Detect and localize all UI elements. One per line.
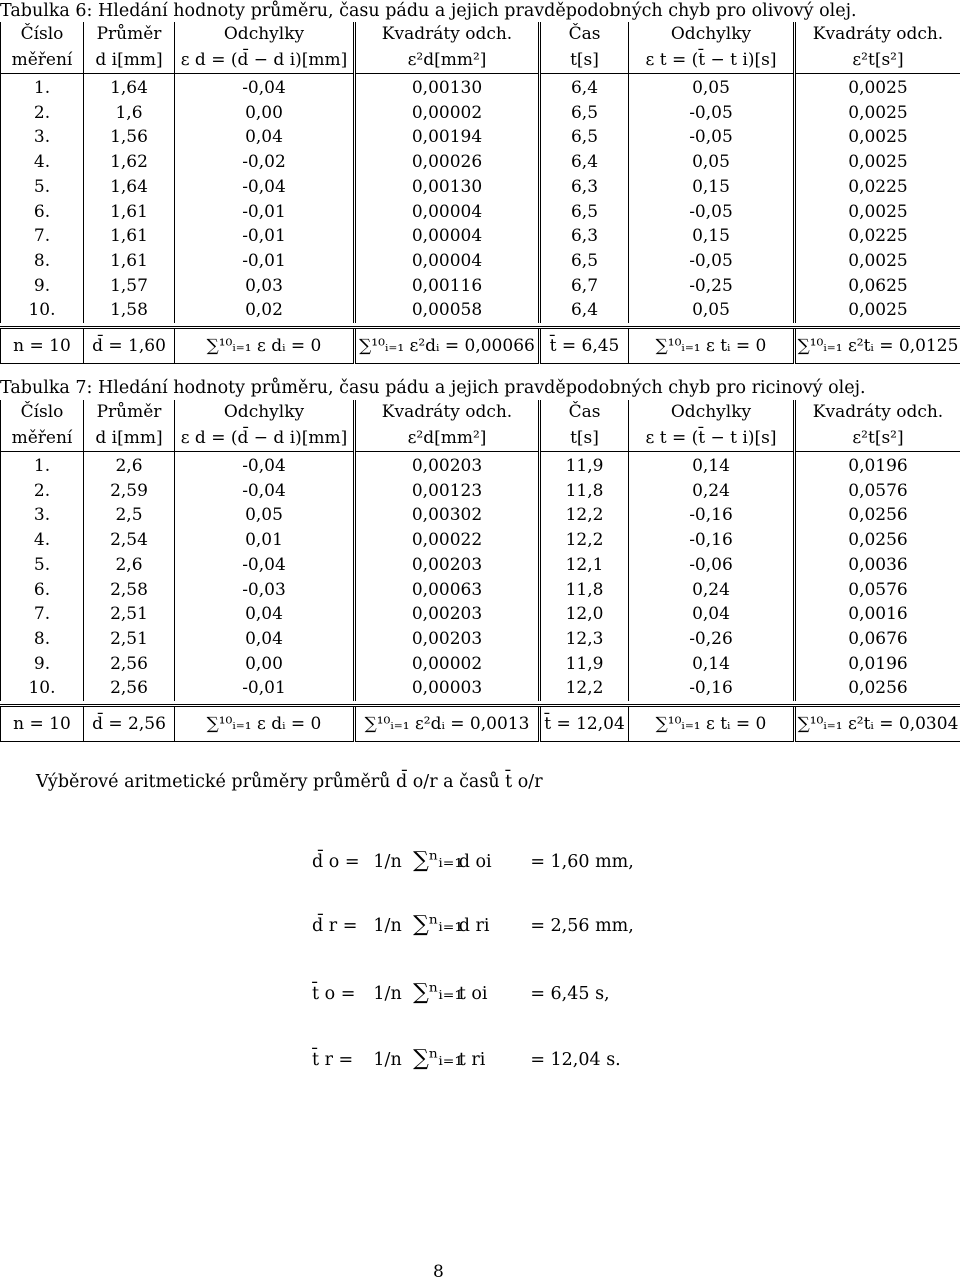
- equation-d-r: [312, 912, 634, 937]
- column-header: t[s]: [540, 47, 629, 74]
- column-header: Odchylky: [629, 22, 795, 47]
- table-cell: 0,00026: [355, 150, 540, 175]
- column-header: Kvadráty odch.: [355, 400, 540, 425]
- table-cell: 0,00203: [355, 627, 540, 652]
- eq-sum-symbol: ∑ⁿᵢ₌₁: [413, 1046, 453, 1071]
- table-cell: -0,04: [175, 553, 355, 578]
- table-row: [1, 175, 960, 200]
- table-cell: 2,6: [84, 452, 175, 479]
- table-cell: 0,0025: [795, 150, 960, 175]
- table-cell: 0,15: [629, 175, 795, 200]
- table-cell: 0,00203: [355, 553, 540, 578]
- table-cell: 0,03: [175, 274, 355, 299]
- eq-sum-symbol: ∑ⁿᵢ₌₁: [413, 848, 453, 873]
- table-cell: 6,5: [540, 125, 629, 150]
- equation-t-o: [312, 980, 610, 1005]
- table-row: [1, 274, 960, 299]
- table-cell: -0,05: [629, 101, 795, 126]
- table-cell: 0,00002: [355, 101, 540, 126]
- eq-fraction: 1/n: [368, 852, 408, 872]
- table-cell: 0,00063: [355, 578, 540, 603]
- summary-cell: n = 10: [1, 328, 84, 364]
- summary-cell: d̄ = 2,56: [84, 706, 175, 742]
- table-cell: 6,5: [540, 200, 629, 225]
- table-cell: 7.: [1, 224, 84, 249]
- summary-cell: ∑¹⁰ᵢ₌₁ ε²tᵢ = 0,0125: [795, 328, 960, 364]
- column-header: Odchylky: [629, 400, 795, 425]
- table-cell: 2,51: [84, 602, 175, 627]
- table-cell: 3.: [1, 125, 84, 150]
- table-cell: 0,0256: [795, 676, 960, 701]
- column-header: ε t = (t̄ − t i)[s]: [629, 47, 795, 74]
- table-cell: 11,8: [540, 578, 629, 603]
- column-header: d i[mm]: [84, 425, 175, 452]
- table-cell: -0,05: [629, 249, 795, 274]
- table-cell: 0,14: [629, 452, 795, 479]
- summary-cell: ∑¹⁰ᵢ₌₁ ε tᵢ = 0: [629, 706, 795, 742]
- summary-row: [1, 706, 960, 742]
- summary-cell: ∑¹⁰ᵢ₌₁ ε dᵢ = 0: [175, 328, 355, 364]
- table-cell: -0,25: [629, 274, 795, 299]
- column-header: Číslo: [1, 400, 84, 425]
- table-cell: 6,4: [540, 298, 629, 323]
- summary-cell: d̄ = 1,60: [84, 328, 175, 364]
- table-cell: 2,51: [84, 627, 175, 652]
- table-cell: -0,01: [175, 200, 355, 225]
- summary-cell: t̄ = 12,04: [540, 706, 629, 742]
- table-cell: -0,04: [175, 479, 355, 504]
- table-cell: 1.: [1, 452, 84, 479]
- eq-term: t oi: [459, 984, 505, 1004]
- table-cell: -0,26: [629, 627, 795, 652]
- table-cell: 2,6: [84, 553, 175, 578]
- table-row: [1, 553, 960, 578]
- column-header: t[s]: [540, 425, 629, 452]
- table-cell: 0,0016: [795, 602, 960, 627]
- table-cell: 1,61: [84, 200, 175, 225]
- table-row: [1, 503, 960, 528]
- column-header: ε t = (t̄ − t i)[s]: [629, 425, 795, 452]
- summary-cell: ∑¹⁰ᵢ₌₁ ε²dᵢ = 0,00066: [355, 328, 540, 364]
- table-cell: 0,00002: [355, 652, 540, 677]
- table6-caption: Tabulka 6: Hledání hodnoty průměru, času pádu a jejich pravděpodobných chyb pro olivový olej.: [0, 1, 857, 21]
- table-cell: 0,00022: [355, 528, 540, 553]
- table-cell: 0,0025: [795, 298, 960, 323]
- table-cell: 0,00302: [355, 503, 540, 528]
- column-header: Čas: [540, 22, 629, 47]
- table-cell: 12,0: [540, 602, 629, 627]
- column-header: Kvadráty odch.: [795, 22, 960, 47]
- table-cell: 1,57: [84, 274, 175, 299]
- column-header: d i[mm]: [84, 47, 175, 74]
- table-cell: 0,00: [175, 652, 355, 677]
- table-cell: -0,01: [175, 676, 355, 701]
- table-cell: 0,0025: [795, 200, 960, 225]
- table-row: [1, 125, 960, 150]
- table-cell: 0,05: [175, 503, 355, 528]
- eq-lhs: t̄ o =: [312, 984, 362, 1004]
- table-cell: 2,59: [84, 479, 175, 504]
- table-cell: 0,0676: [795, 627, 960, 652]
- table-cell: 0,00004: [355, 224, 540, 249]
- table-cell: 1,64: [84, 74, 175, 101]
- table-cell: 0,05: [629, 298, 795, 323]
- header-row: [1, 47, 960, 74]
- column-header: Odchylky: [175, 22, 355, 47]
- table-cell: 7.: [1, 602, 84, 627]
- header-row: [1, 400, 960, 425]
- eq-lhs: t̄ r =: [312, 1050, 362, 1070]
- summary-cell: t̄ = 6,45: [540, 328, 629, 364]
- column-header: Čas: [540, 400, 629, 425]
- table-cell: 0,0025: [795, 101, 960, 126]
- eq-sum-symbol: ∑ⁿᵢ₌₁: [413, 912, 453, 937]
- table-cell: 10.: [1, 676, 84, 701]
- table-row: [1, 528, 960, 553]
- table-cell: 0,00203: [355, 602, 540, 627]
- column-header: ε²t[s²]: [795, 47, 960, 74]
- table-cell: 0,04: [175, 125, 355, 150]
- eq-sum-symbol: ∑ⁿᵢ₌₁: [413, 980, 453, 1005]
- table-cell: 0,00116: [355, 274, 540, 299]
- table-cell: 0,05: [629, 74, 795, 101]
- table-cell: 0,04: [175, 627, 355, 652]
- table-cell: 10.: [1, 298, 84, 323]
- table-cell: 1,64: [84, 175, 175, 200]
- table-cell: 0,00004: [355, 200, 540, 225]
- table-cell: 0,0256: [795, 528, 960, 553]
- table-cell: 0,02: [175, 298, 355, 323]
- eq-term: d ri: [459, 916, 505, 936]
- header-row: [1, 425, 960, 452]
- column-header: ε d = (d̄ − d i)[mm]: [175, 47, 355, 74]
- table-cell: 8.: [1, 249, 84, 274]
- table-row: [1, 479, 960, 504]
- table-cell: 6.: [1, 578, 84, 603]
- table-cell: 0,00130: [355, 175, 540, 200]
- table-cell: 0,00004: [355, 249, 540, 274]
- table-cell: 0,0036: [795, 553, 960, 578]
- table-cell: 6,4: [540, 150, 629, 175]
- table-cell: 0,04: [175, 602, 355, 627]
- table-cell: 0,0025: [795, 125, 960, 150]
- table-cell: 0,0576: [795, 479, 960, 504]
- eq-term: t ri: [459, 1050, 505, 1070]
- table-row: [1, 578, 960, 603]
- table-cell: 6,5: [540, 249, 629, 274]
- header-row: [1, 22, 960, 47]
- table-cell: 4.: [1, 528, 84, 553]
- table-cell: 12,1: [540, 553, 629, 578]
- summary-cell: ∑¹⁰ᵢ₌₁ ε²dᵢ = 0,0013: [355, 706, 540, 742]
- table-cell: -0,16: [629, 503, 795, 528]
- column-header: ε d = (d̄ − d i)[mm]: [175, 425, 355, 452]
- column-header: Průměr: [84, 400, 175, 425]
- table-cell: -0,02: [175, 150, 355, 175]
- summary-cell: ∑¹⁰ᵢ₌₁ ε dᵢ = 0: [175, 706, 355, 742]
- table-cell: 0,0196: [795, 452, 960, 479]
- table-row: [1, 74, 960, 101]
- table-cell: 0,0256: [795, 503, 960, 528]
- table-cell: 1,6: [84, 101, 175, 126]
- table-cell: 0,04: [629, 602, 795, 627]
- table-cell: 4.: [1, 150, 84, 175]
- equation-t-r: [312, 1046, 621, 1071]
- eq-fraction: 1/n: [368, 1050, 408, 1070]
- eq-fraction: 1/n: [368, 916, 408, 936]
- table-cell: 0,00058: [355, 298, 540, 323]
- table-cell: -0,04: [175, 175, 355, 200]
- table-cell: 1,62: [84, 150, 175, 175]
- table-cell: 2,56: [84, 676, 175, 701]
- table-row: [1, 452, 960, 479]
- table-cell: 0,0025: [795, 74, 960, 101]
- table-cell: 0,05: [629, 150, 795, 175]
- table-cell: 12,2: [540, 503, 629, 528]
- table-cell: 2,56: [84, 652, 175, 677]
- table-cell: 11,9: [540, 652, 629, 677]
- column-header: měření: [1, 425, 84, 452]
- table-cell: 3.: [1, 503, 84, 528]
- table7: [0, 400, 960, 742]
- eq-value: = 2,56 mm,: [530, 916, 634, 936]
- table-cell: 12,2: [540, 676, 629, 701]
- table-cell: 0,24: [629, 479, 795, 504]
- eq-value: = 6,45 s,: [530, 984, 609, 1004]
- summary-cell: ∑¹⁰ᵢ₌₁ ε²tᵢ = 0,0304: [795, 706, 960, 742]
- table-cell: -0,05: [629, 125, 795, 150]
- column-header: Kvadráty odch.: [795, 400, 960, 425]
- table-row: [1, 602, 960, 627]
- table-row: [1, 652, 960, 677]
- table-cell: 0,00123: [355, 479, 540, 504]
- table-row: [1, 627, 960, 652]
- table-cell: 11,8: [540, 479, 629, 504]
- table-cell: 0,00: [175, 101, 355, 126]
- table-cell: 2,54: [84, 528, 175, 553]
- eq-fraction: 1/n: [368, 984, 408, 1004]
- table-cell: 11,9: [540, 452, 629, 479]
- table-cell: 0,0625: [795, 274, 960, 299]
- column-header: Odchylky: [175, 400, 355, 425]
- equation-d-o: [312, 848, 634, 873]
- eq-value: = 12,04 s.: [530, 1050, 620, 1070]
- column-header: měření: [1, 47, 84, 74]
- table-cell: 6,3: [540, 224, 629, 249]
- table-cell: 1,61: [84, 224, 175, 249]
- column-header: Kvadráty odch.: [355, 22, 540, 47]
- column-header: ε²t[s²]: [795, 425, 960, 452]
- table-cell: 0,0196: [795, 652, 960, 677]
- table-cell: 2.: [1, 479, 84, 504]
- table-cell: 2,5: [84, 503, 175, 528]
- averages-paragraph: Výběrové aritmetické průměry průměrů d̄ o/r a časů t̄ o/r: [36, 772, 543, 792]
- table-cell: 6,5: [540, 101, 629, 126]
- table-cell: 0,0225: [795, 224, 960, 249]
- column-header: ε²d[mm²]: [355, 47, 540, 74]
- summary-row: [1, 328, 960, 364]
- table-cell: 12,2: [540, 528, 629, 553]
- table-row: [1, 150, 960, 175]
- table7-caption: Tabulka 7: Hledání hodnoty průměru, času pádu a jejich pravděpodobných chyb pro ricinový olej.: [0, 378, 866, 398]
- table-row: [1, 224, 960, 249]
- table-cell: 1,58: [84, 298, 175, 323]
- table-cell: 5.: [1, 175, 84, 200]
- table-cell: 0,15: [629, 224, 795, 249]
- page-number: 8: [433, 1262, 444, 1282]
- summary-cell: ∑¹⁰ᵢ₌₁ ε tᵢ = 0: [629, 328, 795, 364]
- table6: [0, 22, 960, 364]
- table-cell: 0,0025: [795, 249, 960, 274]
- table-cell: -0,01: [175, 249, 355, 274]
- eq-lhs: d̄ r =: [312, 916, 362, 936]
- column-header: Průměr: [84, 22, 175, 47]
- table-cell: 9.: [1, 274, 84, 299]
- table-cell: -0,16: [629, 676, 795, 701]
- table-row: [1, 298, 960, 323]
- column-header: ε²d[mm²]: [355, 425, 540, 452]
- table-row: [1, 676, 960, 701]
- table-cell: 0,00130: [355, 74, 540, 101]
- table-cell: 6,7: [540, 274, 629, 299]
- table-cell: 0,00194: [355, 125, 540, 150]
- table-cell: 0,00203: [355, 452, 540, 479]
- table-cell: 0,01: [175, 528, 355, 553]
- table-cell: 0,00003: [355, 676, 540, 701]
- column-header: Číslo: [1, 22, 84, 47]
- table-cell: 2,58: [84, 578, 175, 603]
- table-row: [1, 101, 960, 126]
- table-cell: 2.: [1, 101, 84, 126]
- table-cell: 0,24: [629, 578, 795, 603]
- table-cell: -0,04: [175, 74, 355, 101]
- table-row: [1, 200, 960, 225]
- summary-cell: n = 10: [1, 706, 84, 742]
- table-cell: 8.: [1, 627, 84, 652]
- table-cell: 6.: [1, 200, 84, 225]
- table-cell: 1.: [1, 74, 84, 101]
- table-cell: 1,61: [84, 249, 175, 274]
- table-cell: -0,16: [629, 528, 795, 553]
- eq-term: d oi: [459, 852, 505, 872]
- table-cell: -0,04: [175, 452, 355, 479]
- table-cell: -0,05: [629, 200, 795, 225]
- eq-value: = 1,60 mm,: [530, 852, 634, 872]
- table-cell: 0,0576: [795, 578, 960, 603]
- table-cell: 12,3: [540, 627, 629, 652]
- table-cell: 5.: [1, 553, 84, 578]
- table-cell: 6,4: [540, 74, 629, 101]
- table-cell: 0,14: [629, 652, 795, 677]
- table-cell: 6,3: [540, 175, 629, 200]
- table-row: [1, 249, 960, 274]
- table-cell: -0,01: [175, 224, 355, 249]
- table-cell: -0,06: [629, 553, 795, 578]
- eq-lhs: d̄ o =: [312, 852, 362, 872]
- table-cell: 0,0225: [795, 175, 960, 200]
- table-cell: 9.: [1, 652, 84, 677]
- table-cell: -0,03: [175, 578, 355, 603]
- table-cell: 1,56: [84, 125, 175, 150]
